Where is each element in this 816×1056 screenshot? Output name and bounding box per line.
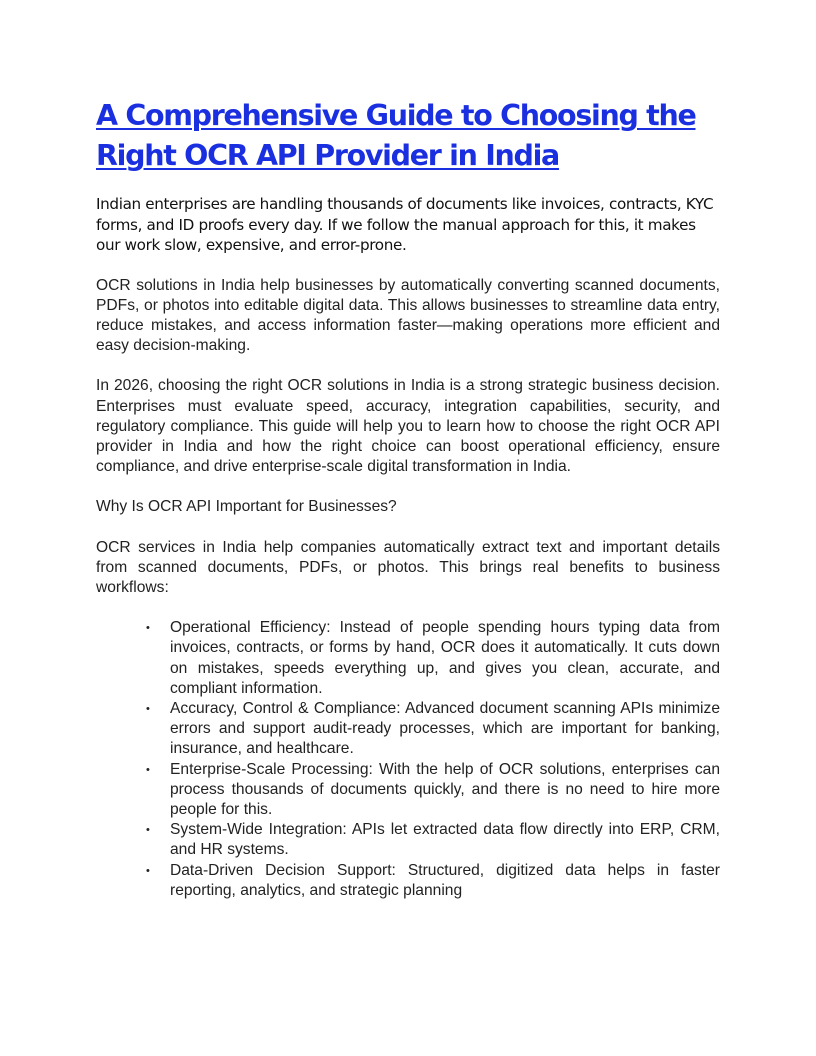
body-paragraph-2: In 2026, choosing the right OCR solutions in India is a strong strategic business decision. Enterprises must evaluate speed, accuracy, integration capabilities, security, and regulatory compliance. This guide will help you to learn how to choose the right OCR API provider in India and how the right choice can boost operational efficiency, ensure compliance, and drive enterprise-scale digital transformation in India. xyxy=(96,377,720,476)
list-item-text: Enterprise-Scale Processing: With the help of OCR solutions, enterprises can process thousands of documents quickly, and there is no need to hire more people for this. xyxy=(170,760,720,818)
list-item xyxy=(146,618,720,699)
bullet-icon: • xyxy=(146,622,150,635)
bullet-icon: • xyxy=(146,824,150,837)
intro-paragraph: Indian enterprises are handling thousands of documents like invoices, contracts, KYC forms, and ID proofs every day. If we follow the manual approach for this, it makes our work slow, expensive, and error-prone. xyxy=(96,195,714,254)
list-item-text: Accuracy, Control & Compliance: Advanced document scanning APIs minimize errors and support audit-ready processes, which are important for banking, insurance, and healthcare. xyxy=(170,699,720,758)
list-item xyxy=(146,820,720,860)
list-item xyxy=(146,861,720,901)
list-item xyxy=(146,699,720,760)
bullet-icon: • xyxy=(146,763,150,776)
list-item-text: Operational Efficiency: Instead of people spending hours typing data from invoices, contracts, or forms by hand, OCR does it automatically. It cuts down on mistakes, speeds everything up, and gives you clean, accurate, and compliant information. xyxy=(170,619,720,697)
bullet-icon: • xyxy=(146,702,150,715)
bullet-icon: • xyxy=(146,864,150,877)
body-paragraph-1: OCR solutions in India help businesses by automatically converting scanned documents, PDFs, or photos into editable digital data. This allows businesses to streamline data entry, reduce mistakes, and access information faster—making operations more efficient and easy decision-making. xyxy=(96,276,720,355)
benefits-list xyxy=(96,618,720,901)
page-title[interactable]: A Comprehensive Guide to Choosing the Right OCR API Provider in India xyxy=(96,99,696,172)
section-paragraph: OCR services in India help companies automatically extract text and important details from scanned documents, PDFs, or photos. This brings real benefits to business workflows: xyxy=(96,538,720,596)
document-page xyxy=(96,96,720,901)
section-heading: Why Is OCR API Important for Businesses? xyxy=(96,498,397,516)
list-item-text: Data-Driven Decision Support: Structured, digitized data helps in faster reporting, analytics, and strategic planning xyxy=(170,861,720,899)
list-item xyxy=(146,760,720,821)
list-item-text: System-Wide Integration: APIs let extracted data flow directly into ERP, CRM, and HR systems. xyxy=(170,821,720,859)
